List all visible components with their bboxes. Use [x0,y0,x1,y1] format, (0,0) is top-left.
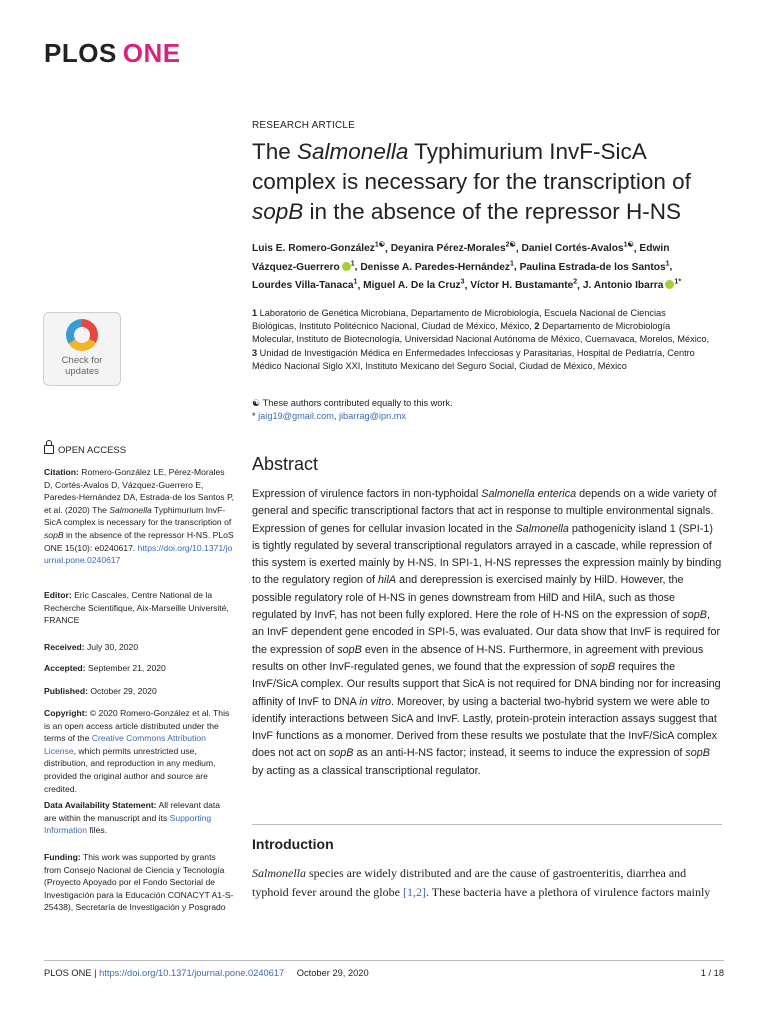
page-number: 1 / 18 [700,968,724,978]
check-badge-line2: updates [65,366,99,377]
affil-text: Laboratorio de Genética Microbiana, Departamento de Microbiología, Escuela Nacional de Ciencias Biológicas, Instituto Politécnico Nacional, Ciudad de México, México, [252,308,666,332]
intro-italic: Salmonella [252,866,306,880]
affil-number: 3 [252,347,258,358]
author[interactable] [583,280,681,291]
journal-logo [44,38,181,69]
footer-sep: | [91,968,100,978]
accepted-text: September 21, 2020 [85,663,166,673]
editor-text: Eric Cascales, Centre National de la Recherche Scientifique, Aix-Marseille Université, FRANCE [44,590,229,626]
author-sup: 2 [573,278,578,286]
abstract-italic: in vitro [359,695,392,708]
title-part: in the absence of the repressor H-NS [303,199,681,224]
author[interactable] [520,262,670,273]
author[interactable] [252,280,357,291]
data-availability-text: files. [87,825,108,836]
published-text: October 29, 2020 [87,686,157,696]
check-for-updates-badge[interactable] [43,312,121,386]
abstract-span: by acting as a classical transcriptional regulator. [252,764,481,777]
author-sup: 1 [353,278,358,286]
author[interactable] [360,262,514,273]
abstract-span: requires the InvF/SicA complex. Our results support that SicA is not required for DNA binding nor for increasing affinity of InvF to DNA [252,660,721,708]
abstract-italic: Salmonella enterica [481,488,577,500]
intro-span: species are widely distributed and are the cause of gastroenteritis, diarrhea and typhoid fever around the globe [252,866,687,899]
abstract-span: pathogenicity island 1 (SPI-1) is tightly regulated by several transcriptional regulators arrayed in a cascade, while repression of this system is exerted mainly by H-NS. In SPI-1, H-NS represses the expression mainly by binding to the regulatory region of [252,522,722,587]
data-availability-block [44,799,234,837]
corresponding-email [252,410,712,423]
orcid-icon[interactable] [342,262,351,271]
citation-gene: sopB [44,529,64,540]
title-part: Typhimurium InvF-SicA complex is necessary for the transcription of [252,139,691,194]
author-sup: 1☯ [374,242,386,249]
affil-number: 2 [534,321,540,332]
data-availability-label: Data Availability Statement: [44,800,157,810]
introduction-text [252,864,722,902]
title-part: The [252,139,298,164]
citation-text: Typhimurium InvF-SicA complex is necessary for the transcription of [44,504,232,528]
abstract-italic: Salmonella [515,522,569,535]
editor-block [44,589,234,627]
funding-text: This work was supported by grants from Consejo Nacional de Ciencia y Tecnología (Proyecto Apoyado por el Fondo Sectorial de Investigación para la Educación CONACYT A1-S-25438), Secretaría de Investigación y Posgrado [44,852,234,913]
author-name: Luis E. Romero-González [252,243,375,255]
published-block [44,685,234,698]
email-link-2[interactable]: jibarrag@ipn.mx [338,411,406,421]
abstract-italic: sopB [328,747,354,760]
footer-doi-link[interactable]: https://doi.org/10.1371/journal.pone.0240617 [99,968,285,978]
author[interactable] [252,243,385,254]
star-mark: * [252,411,259,421]
abstract-span: even in the absence of H-NS. Furthermore, in agreement with previous results on other InvF-regulated genes, we found that the expression of [252,643,704,673]
copyright-label: Copyright: [44,708,88,718]
abstract-italic: sopB [590,660,616,673]
abstract-span: and derepression is exercised mainly by HilD. However, the possible regulatory role of H-NS in genes downstream from HilD and HilA, such as those regulated by InvF, has not been fully explored. Here the role of H-NS on the expression of [252,574,684,622]
author-name: Víctor H. Bustamante [470,280,574,292]
copyright-text: © 2020 Romero-González et al. This is an open access article distributed under the terms of the [44,708,230,744]
affiliations [252,307,712,373]
published-label: Published: [44,686,88,696]
abstract-italic: sopB [337,643,362,656]
funding-block [44,851,234,914]
abstract-span: depends on a wide variety of general and specific transcriptional factors that act in response to multiple environmental signals. Expression of genes for cellular invasion located in the [252,488,717,535]
received-block [44,641,234,654]
copyright-text: , which permits unrestricted use, distribution, and reproduction in any medium, provided the original author and source are credited. [44,745,216,794]
author-sup: 1* [674,278,682,286]
abstract-span: Expression of virulence factors in non-typhoidal [252,488,482,500]
author-name: J. Antonio Ibarra [582,280,664,292]
license-link[interactable]: Creative Commons Attribution License [44,733,206,756]
author-name: Paulina Estrada-de los Santos [519,261,666,273]
supporting-info-link[interactable]: Supporting Information [44,812,212,836]
citation-block [44,466,234,567]
title-organism: Salmonella [297,139,409,164]
abstract-italic: hilA [378,574,397,587]
author-name: Daniel Cortés-Avalos [521,243,624,255]
abstract-span: as an anti-H-NS factor; instead, it seems to induce the expression of [353,747,686,760]
introduction-heading: Introduction [252,836,334,852]
author[interactable] [521,243,633,254]
data-availability-text: All relevant data are within the manuscript and its [44,800,221,823]
author-sup: 1 [350,260,355,268]
citation-text: Romero-González LE, Pérez-Morales D, Cortés-Avalos D, Vázquez-Guerrero E, Paredes-Hernández DA, Estrada-de los Santos P, et al. (2020) The [44,467,234,515]
author-sup: 3 [460,278,465,286]
check-badge-text [44,355,120,377]
abstract-span: . Moreover, by using a bacterial two-hybrid system we were able to identify interactions between SicA and InvF. Lastly, protein-protein interaction assays suggest that InvF functions as a monomer. Derived from these results we postulate that the InvF/SicA complex does not act on [252,695,718,760]
received-text: July 30, 2020 [84,642,139,652]
abstract-text [252,486,722,780]
reference-link[interactable]: [1,2] [402,885,426,899]
intro-span: . These bacteria have a plethora of virulence factors mainly [425,885,711,899]
copyright-block [44,707,234,795]
footer-journal: PLOS ONE [44,968,92,978]
crossmark-icon [66,319,98,351]
citation-organism: Salmonella [109,504,152,515]
citation-label: Citation: [44,467,79,477]
logo-one: ONE [122,38,181,68]
abstract-italic: sopB [685,747,710,760]
author-name: Denisse A. Paredes-Hernández [360,261,510,273]
editor-label: Editor: [44,590,72,600]
author-name: Lourdes Villa-Tanaca [252,280,354,292]
accepted-label: Accepted: [44,663,86,673]
affil-number: 1 [252,308,258,318]
footer-date: October 29, 2020 [296,968,369,978]
abstract-divider [252,824,722,825]
open-access-label [44,445,126,456]
article-title [252,137,722,227]
author-sup: 1☯ [623,242,634,249]
affil-text: Unidad de Investigación Médica en Enfermedades Infecciosas y Parasitarias, Hospital de Pediatría, Centro Médico Nacional Siglo XXI, Instituto Mexicano del Seguro Social, Ciudad de México, México [252,347,695,371]
received-label: Received: [44,642,85,652]
author[interactable] [470,280,577,291]
author[interactable] [363,280,464,291]
funding-label: Funding: [44,852,81,862]
affil-text: Departamento de Microbiología Molecular, Instituto de Biotecnología, Universidad Nacional Autónoma de México, Cuernavaca, Morelos, México, [252,321,710,345]
author-name: Deyanira Pérez-Morales [390,243,506,255]
page-footer [44,968,724,978]
author-name: Edwin Vázquez-Guerrero [252,243,670,273]
equal-contribution-note: ☯ These authors contributed equally to this work. [252,398,453,408]
title-gene: sopB [252,199,304,224]
abstract-heading: Abstract [252,454,319,474]
author-list: Luis E. Romero-González$^{1☯}$, Deyanira Pérez-Morales$^{2☯}$, Daniel Cortés-Avalos$^{1☯}$, Edwin Vázquez-Guerrero $^1$, Denisse A. Paredes-Hernández$^1$, Paulina Estrada-de los Santos$^1$, Lourdes Villa-Tanaca$^1$, Miguel A. De la Cruz$^3$, Víctor H. Bustamante$^2$, J. Antonio Ibarra $^{1*}$ [252,242,682,292]
abstract-italic: sopB [682,609,707,622]
open-access-text: OPEN ACCESS [58,445,127,456]
logo-plos: PLOS [44,38,117,68]
email-link-1[interactable]: jaig19@gmail.com [258,411,334,421]
email-sep: , [333,411,339,421]
author-sup: 1 [665,260,670,268]
footer-divider [44,960,724,961]
abstract-span: , an InvF dependent gene encoded in SPI-5, was evaluated. Our data show that InvF is required for the expression of [252,609,721,656]
article-type: RESEARCH ARTICLE [252,120,356,131]
citation-text: in the absence of the repressor H-NS. PLoS ONE 15(10): e0240617. [44,529,234,553]
author-sup: 1 [510,260,514,268]
author-sup: 2☯ [505,242,516,249]
accepted-block [44,662,234,675]
check-badge-line1: Check for [61,355,103,366]
author-name: Miguel A. De la Cruz [363,280,461,292]
author[interactable] [391,243,516,254]
lock-open-icon [44,445,54,454]
citation-doi-link[interactable]: https://doi.org/10.1371/journal.pone.0240617 [44,542,233,566]
author-notes [252,397,712,423]
